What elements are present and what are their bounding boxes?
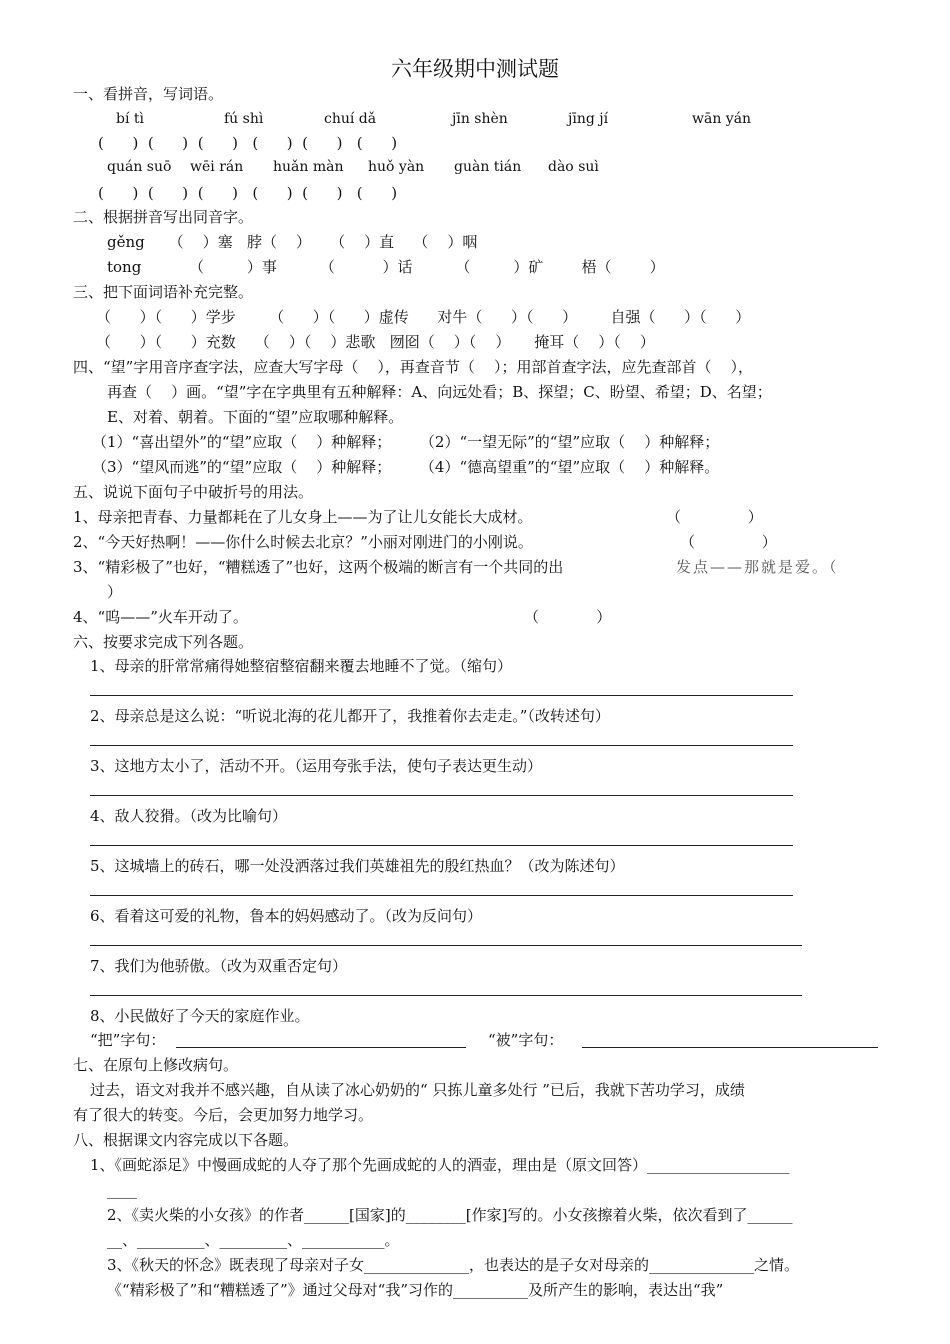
- pinyin-12: dào suì: [548, 159, 599, 175]
- idiom-row-2[interactable]: （ ）（ ）充数 （ ）（ ）悲歌 囫囵（ ）（ ） 掩耳（ ）（ ）: [96, 333, 655, 351]
- dash-question-3-continued: 发点——那就是爱。（: [676, 558, 839, 576]
- dash-answer-2[interactable]: （ ）: [680, 533, 777, 551]
- pinyin-4: jīn shèn: [452, 111, 508, 127]
- faulty-sentence-line-2[interactable]: 有了很大的转变。今后，会更加努力地学习。: [73, 1106, 374, 1124]
- section-7-heading: 七、在原句上修改病句。: [73, 1056, 239, 1074]
- section-4-line-3: E、对着、朝着。下面的“望”应取哪种解释。: [107, 408, 404, 426]
- text-question-2-continued[interactable]: __、_________、_________、___________。: [107, 1231, 400, 1249]
- section-2-heading: 二、根据拼音写出同音字。: [73, 208, 254, 226]
- pinyin-7: quán suō: [107, 159, 172, 175]
- answer-line-6[interactable]: [90, 945, 802, 946]
- page-title: 六年级期中测试题: [391, 57, 559, 81]
- text-question-3[interactable]: 3、《秋天的怀念》既表现了母亲对子女______________，也表达的是子女对母亲的______________之情。: [107, 1256, 800, 1274]
- pinyin-9: huǎn màn: [273, 159, 344, 175]
- homophone-row-1[interactable]: gěng （ ）塞 脖（ ） （ ）直 （ ）咽: [107, 233, 478, 251]
- bei-sentence-line[interactable]: [582, 1047, 878, 1048]
- answer-blanks-row-1[interactable]: ( ) ( ) ( ) ( ) ( ) ( ): [98, 134, 398, 152]
- section-4-question-1-2[interactable]: （1）“喜出望外”的“望”应取（ ）种解释； （2）“一望无际”的“望”应取（ ）种解释；: [92, 433, 720, 451]
- pinyin-2: fú shì: [224, 111, 264, 127]
- homophone-row-2[interactable]: tong （ ）事 （ ）话 （ ）矿 梧（ ）: [107, 258, 665, 276]
- pinyin-6: wān yán: [692, 111, 752, 127]
- dash-question-4: 4、“呜——”火车开动了。: [73, 608, 248, 626]
- answer-line-1[interactable]: [90, 695, 793, 696]
- pinyin-5: jīng jí: [568, 111, 609, 127]
- section-6-heading: 六、按要求完成下列各题。: [73, 633, 254, 651]
- pinyin-1: bí tì: [116, 111, 144, 127]
- section-1-heading: 一、看拼音，写词语。: [73, 85, 224, 103]
- dash-answer-1[interactable]: （ ）: [666, 508, 763, 526]
- rewrite-question-2: 2、母亲总是这么说：“听说北海的花儿都开了，我推着你去走走。”（改转述句）: [90, 707, 610, 725]
- answer-line-3[interactable]: [90, 795, 793, 796]
- bei-sentence-label: “被”字句：: [488, 1031, 564, 1049]
- section-4-line-2: 再查（ ）画。“望”字在字典里有五种解释：A、向远处看；B、探望；C、盼望、希望；D、名望；: [107, 383, 772, 401]
- text-question-2[interactable]: 2、《卖火柴的小女孩》的作者______[国家]的________[作家]写的。小女孩擦着火柴，依次看到了______: [107, 1206, 793, 1224]
- rewrite-question-6: 6、看着这可爱的礼物，鲁本的妈妈感动了。（改为反问句）: [90, 907, 483, 925]
- answer-line-7[interactable]: [90, 995, 802, 996]
- dash-question-1: 1、母亲把青春、力量都耗在了儿女身上——为了让儿女能长大成材。: [73, 508, 533, 526]
- idiom-row-1[interactable]: （ ）（ ）学步 （ ）（ ）虚传 对牛（ ）（ ） 自强（ ）（ ）: [96, 308, 751, 326]
- rewrite-question-3: 3、这地方太小了，活动不开。（运用夸张手法，使句子表达更生动）: [90, 757, 543, 775]
- dash-question-2: 2、“今天好热啊！——你什么时候去北京？”小丽对刚进门的小刚说。: [73, 533, 533, 551]
- text-question-1[interactable]: 1、《画蛇添足》中慢画成蛇的人夺了那个先画成蛇的人的酒壶，理由是（原文回答）___________________: [90, 1156, 790, 1174]
- ba-sentence-label: “把”字句：: [90, 1031, 166, 1049]
- dash-answer-4[interactable]: （ ）: [524, 608, 612, 626]
- answer-line-4[interactable]: [90, 845, 793, 846]
- faulty-sentence-line-1[interactable]: 过去，语文对我并不感兴趣，自从读了冰心奶奶的“ 只拣儿童多处行 ”已后，我就下苦功学习，成绩: [90, 1081, 745, 1099]
- ba-sentence-line[interactable]: [176, 1047, 466, 1048]
- rewrite-question-7: 7、我们为他骄傲。（改为双重否定句）: [90, 957, 348, 975]
- pinyin-10: huǒ yàn: [368, 159, 425, 175]
- text-question-1-continued[interactable]: ____: [107, 1181, 137, 1199]
- answer-blanks-row-2[interactable]: ( ) ( ) ( ) ( ) ( ) ( ): [98, 184, 398, 202]
- section-4-question-3-4[interactable]: （3）“望风而逃”的“望”应取（ ）种解释； （4）“德高望重”的“望”应取（ ）种解释。: [92, 458, 720, 476]
- dash-question-3: 3、“精彩极了”也好，“糟糕透了”也好，这两个极端的断言有一个共同的出: [73, 558, 564, 576]
- pinyin-11: guàn tián: [454, 159, 522, 175]
- section-4-line-1: 四、“望”字用音序查字法，应查大写字母（ ），再查音节（ ）；用部首查字法，应先查部首（ ），: [73, 358, 754, 376]
- section-3-heading: 三、把下面词语补充完整。: [73, 283, 254, 301]
- text-question-4[interactable]: 《“精彩极了”和“糟糕透了”》通过父母对“我”习作的__________及所产生的影响，表达出“我”: [107, 1281, 724, 1299]
- rewrite-question-8: 8、小民做好了今天的家庭作业。: [90, 1007, 310, 1025]
- rewrite-question-4: 4、敌人狡猾。（改为比喻句）: [90, 807, 288, 825]
- section-5-heading: 五、说说下面句子中破折号的用法。: [73, 483, 314, 501]
- pinyin-3: chuí dǎ: [324, 111, 377, 127]
- pinyin-8: wēi rán: [190, 159, 244, 175]
- section-8-heading: 八、根据课文内容完成以下各题。: [73, 1131, 299, 1149]
- answer-line-2[interactable]: [90, 745, 793, 746]
- dash-answer-3[interactable]: ）: [107, 583, 123, 601]
- rewrite-question-1: 1、母亲的肝常常痛得她整宿整宿翻来覆去地睡不了觉。（缩句）: [90, 657, 513, 675]
- answer-line-5[interactable]: [90, 895, 793, 896]
- rewrite-question-5: 5、这城墙上的砖石，哪一处没洒落过我们英雄祖先的殷红热血？（改为陈述句）: [90, 857, 625, 875]
